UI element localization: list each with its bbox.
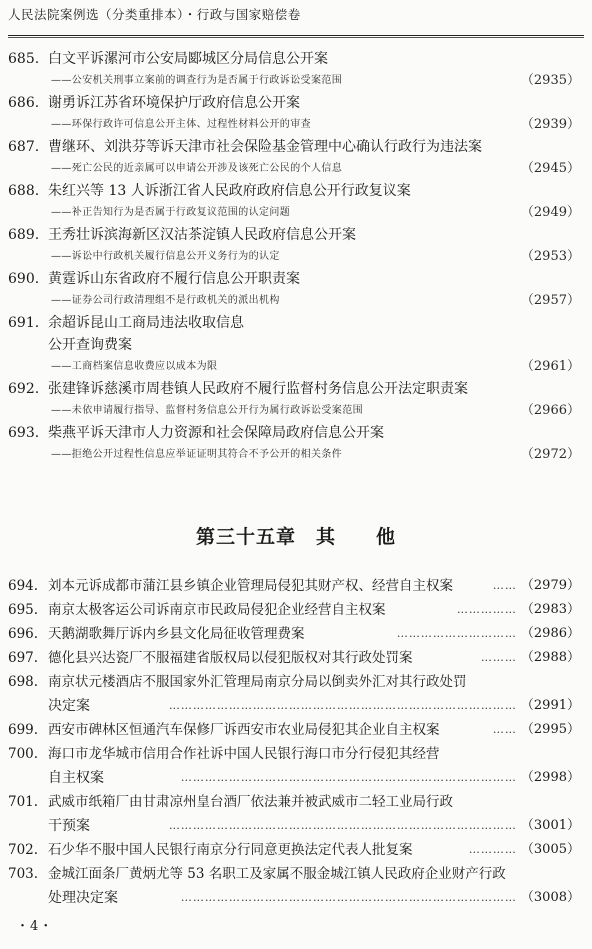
header-rule (8, 35, 584, 36)
entry-title: 海口市龙华城市信用合作社诉中国人民银行海口市分行侵犯其经营 (48, 746, 440, 762)
entry-title-row (8, 646, 580, 670)
entry-title-row (8, 862, 580, 886)
entry-title: 德化县兴达瓷厂不服福建省版权局以侵犯版权对其行政处罚案 (48, 650, 413, 666)
entry-number: 690. (8, 271, 40, 287)
dot-leader: …… (492, 723, 517, 736)
dot-leader: ………………………………………………………………………… (180, 771, 517, 784)
dot-leader: ………………………… (396, 627, 517, 640)
entry-page-number: （2979） (520, 578, 580, 593)
entry-subtitle-row (8, 444, 580, 466)
entry-title: 谢勇诉江苏省环境保护厅政府信息公开案 (48, 95, 300, 111)
entry-page-ref: （2939） (520, 117, 580, 132)
page-number: ・4・ (16, 919, 54, 934)
toc-entry (8, 790, 580, 838)
toc-entry (8, 574, 580, 598)
toc-entry (8, 92, 580, 136)
entry-title: 余超诉昆山工商局违法收取信息 (48, 315, 244, 331)
entry-title: 西安市碑林区恒通汽车保修厂诉西安市农业局侵犯其企业自主权案 (48, 722, 440, 738)
toc-entry (8, 838, 580, 862)
toc-entry (8, 646, 580, 670)
chapter-heading: 第三十五章 其 他 (195, 526, 396, 548)
entry-page-ref (169, 814, 580, 838)
toc-section-information-disclosure (8, 48, 580, 466)
entry-number: 700. (8, 746, 39, 762)
entry-title-continuation-row (8, 814, 580, 838)
entry-subtitle: ——公安机关刑事立案前的调查行为是否属于行政诉讼受案范围 (51, 75, 343, 86)
header-rule-thin (8, 37, 584, 38)
entry-page-number: （3001） (520, 818, 580, 833)
entry-title: 曹继环、刘洪芬等诉天津市社会保险基金管理中心确认行政行为违法案 (48, 139, 482, 155)
entry-title-row (8, 790, 580, 814)
entry-title-row (8, 422, 580, 444)
dot-leader: ……… (480, 651, 517, 664)
dot-leader: ………………………………………………………………………… (180, 891, 517, 904)
entry-page-ref: （2935） (520, 73, 580, 88)
entry-subtitle: ——未依申请履行指导、监督村务信息公开行为属行政诉讼受案范围 (51, 405, 363, 416)
dot-leader: ………… (468, 843, 517, 856)
entry-title: 南京太极客运公司诉南京市民政局侵犯企业经营自主权案 (48, 602, 386, 618)
entry-number: 701. (8, 794, 39, 810)
entry-title: 武威市纸箱厂由甘肃凉州皇台酒厂依法兼并被武威市二轻工业局行政 (48, 794, 453, 810)
entry-number: 697. (8, 650, 39, 666)
entry-page-ref: （2966） (520, 403, 580, 418)
entry-page-ref: （2972） (520, 447, 580, 462)
entry-number: 694. (8, 578, 39, 594)
entry-number: 699. (8, 722, 39, 738)
entry-title-continuation: 干预案 (48, 818, 90, 834)
entry-title: 南京状元楼酒店不服国家外汇管理局南京分局以倒卖外汇对其行政处罚 (48, 674, 467, 690)
entry-title-row (8, 718, 580, 742)
entry-title-continuation: 决定案 (48, 698, 90, 714)
entry-title: 张建锋诉慈溪市周巷镇人民政府不履行监督村务信息公开法定职责案 (48, 381, 468, 397)
entry-title-row (8, 224, 580, 246)
entry-subtitle: ——死亡公民的近亲属可以申请公开涉及该死亡公民的个人信息 (51, 163, 343, 174)
entry-page-number: （2986） (520, 626, 580, 641)
entry-number: 687. (8, 139, 40, 155)
entry-page-ref (169, 694, 580, 718)
toc-entry (8, 742, 580, 790)
dot-leader: …………………………………………………………………………… (168, 819, 517, 832)
entry-number: 686. (8, 95, 40, 111)
entry-title-continuation-row (8, 766, 580, 790)
entry-subtitle-row (8, 290, 580, 312)
dot-leader: …………………………………………………………………………… (168, 699, 517, 712)
toc-entry (8, 378, 580, 422)
entry-subtitle: ——证券公司行政清理组不是行政机关的派出机构 (51, 295, 280, 306)
entry-page-ref (181, 766, 580, 790)
entry-title-row (8, 670, 580, 694)
entry-number: 693. (8, 425, 40, 441)
entry-title-row (8, 742, 580, 766)
toc-entry (8, 268, 580, 312)
toc-entry (8, 180, 580, 224)
toc-entry (8, 670, 580, 718)
entry-title-row (8, 622, 580, 646)
toc-entry (8, 622, 580, 646)
entry-page-ref: （2949） (520, 205, 580, 220)
toc-entry (8, 598, 580, 622)
running-header: 人民法院案例选（分类重排本）・行政与国家赔偿卷 (8, 7, 301, 22)
entry-page-ref (457, 598, 580, 622)
entry-number: 696. (8, 626, 39, 642)
toc-section-other (8, 574, 580, 910)
entry-subtitle-row (8, 114, 580, 136)
toc-entry (8, 862, 580, 910)
entry-number: 692. (8, 381, 40, 397)
entry-subtitle: ——拒绝公开过程性信息应举证证明其符合不予公开的相关条件 (51, 449, 343, 460)
entry-page-ref (493, 574, 580, 598)
entry-title: 黄霆诉山东省政府不履行信息公开职责案 (48, 271, 300, 287)
entry-page-ref: （2957） (520, 293, 580, 308)
entry-subtitle-row (8, 246, 580, 268)
entry-title-continuation-row (8, 886, 580, 910)
entry-page-number: （3005） (520, 842, 580, 857)
entry-title: 金城江面条厂黄炳尤等 53 名职工及家属不服金城江镇人民政府企业财产行政 (48, 866, 506, 882)
entry-title-row (8, 48, 580, 70)
entry-page-ref: （2961） (520, 359, 580, 374)
entry-subtitle-row (8, 356, 580, 378)
toc-entry (8, 136, 580, 180)
entry-page-number: （2988） (520, 650, 580, 665)
toc-entry (8, 312, 580, 378)
dot-leader: …………… (456, 603, 517, 616)
entry-subtitle-row (8, 400, 580, 422)
entry-subtitle-row (8, 202, 580, 224)
entry-title: 刘本元诉成都市蒲江县乡镇企业管理局侵犯其财产权、经营自主权案 (48, 578, 453, 594)
entry-title: 白文平诉漯河市公安局郾城区分局信息公开案 (48, 51, 328, 67)
entry-page-number: （3008） (520, 890, 580, 905)
entry-title: 柴燕平诉天津市人力资源和社会保障局政府信息公开案 (48, 425, 384, 441)
entry-title-row (8, 574, 580, 598)
entry-number: 698. (8, 674, 39, 690)
entry-title-row (8, 838, 580, 862)
toc-entry (8, 224, 580, 268)
entry-title-continuation-row (8, 694, 580, 718)
entry-title: 朱红兴等 13 人诉浙江省人民政府政府信息公开行政复议案 (48, 183, 411, 199)
entry-page-ref: （2945） (520, 161, 580, 176)
entry-title-continuation: 自主权案 (48, 770, 104, 786)
entry-page-ref (481, 646, 580, 670)
entry-subtitle: ——诉讼中行政机关履行信息公开义务行为的认定 (51, 251, 280, 262)
entry-title-row (8, 268, 580, 290)
entry-number: 695. (8, 602, 39, 618)
toc-entry (8, 422, 580, 466)
entry-title-row (8, 92, 580, 114)
entry-title-row (8, 598, 580, 622)
toc-entry (8, 718, 580, 742)
entry-number: 703. (8, 866, 39, 882)
dot-leader: …… (492, 579, 517, 592)
entry-page-ref (181, 886, 580, 910)
entry-subtitle: ——工商档案信息收费应以成本为限 (51, 361, 218, 372)
entry-number: 689. (8, 227, 40, 243)
entry-page-ref (397, 622, 580, 646)
entry-title: 天鹅湖歌舞厅诉内乡县文化局征收管理费案 (48, 626, 305, 642)
entry-page-ref: （2953） (520, 249, 580, 264)
entry-page-ref (469, 838, 580, 862)
entry-subtitle: ——环保行政许可信息公开主体、过程性材料公开的审查 (51, 119, 311, 130)
entry-number: 685. (8, 51, 40, 67)
entry-page-number: （2995） (520, 722, 580, 737)
entry-title-continuation: 处理决定案 (48, 890, 118, 906)
entry-page-number: （2983） (520, 602, 580, 617)
entry-number: 688. (8, 183, 40, 199)
entry-page-ref (493, 718, 580, 742)
entry-page-number: （2998） (520, 770, 580, 785)
entry-title: 石少华不服中国人民银行南京分行同意更换法定代表人批复案 (48, 842, 413, 858)
entry-title-row (8, 136, 580, 158)
entry-title-row (8, 180, 580, 202)
entry-subtitle: ——补正告知行为是否属于行政复议范围的认定问题 (51, 207, 291, 218)
entry-page-number: （2991） (520, 698, 580, 713)
entry-number: 691. (8, 315, 40, 331)
toc-entry (8, 48, 580, 92)
entry-title-continuation: 公开查询费案 (48, 337, 132, 353)
entry-number: 702. (8, 842, 39, 858)
entry-subtitle-row (8, 158, 580, 180)
entry-title-row (8, 312, 580, 334)
entry-subtitle-row (8, 70, 580, 92)
entry-title-row (8, 378, 580, 400)
entry-title: 王秀壮诉滨海新区汉沽茶淀镇人民政府信息公开案 (48, 227, 356, 243)
